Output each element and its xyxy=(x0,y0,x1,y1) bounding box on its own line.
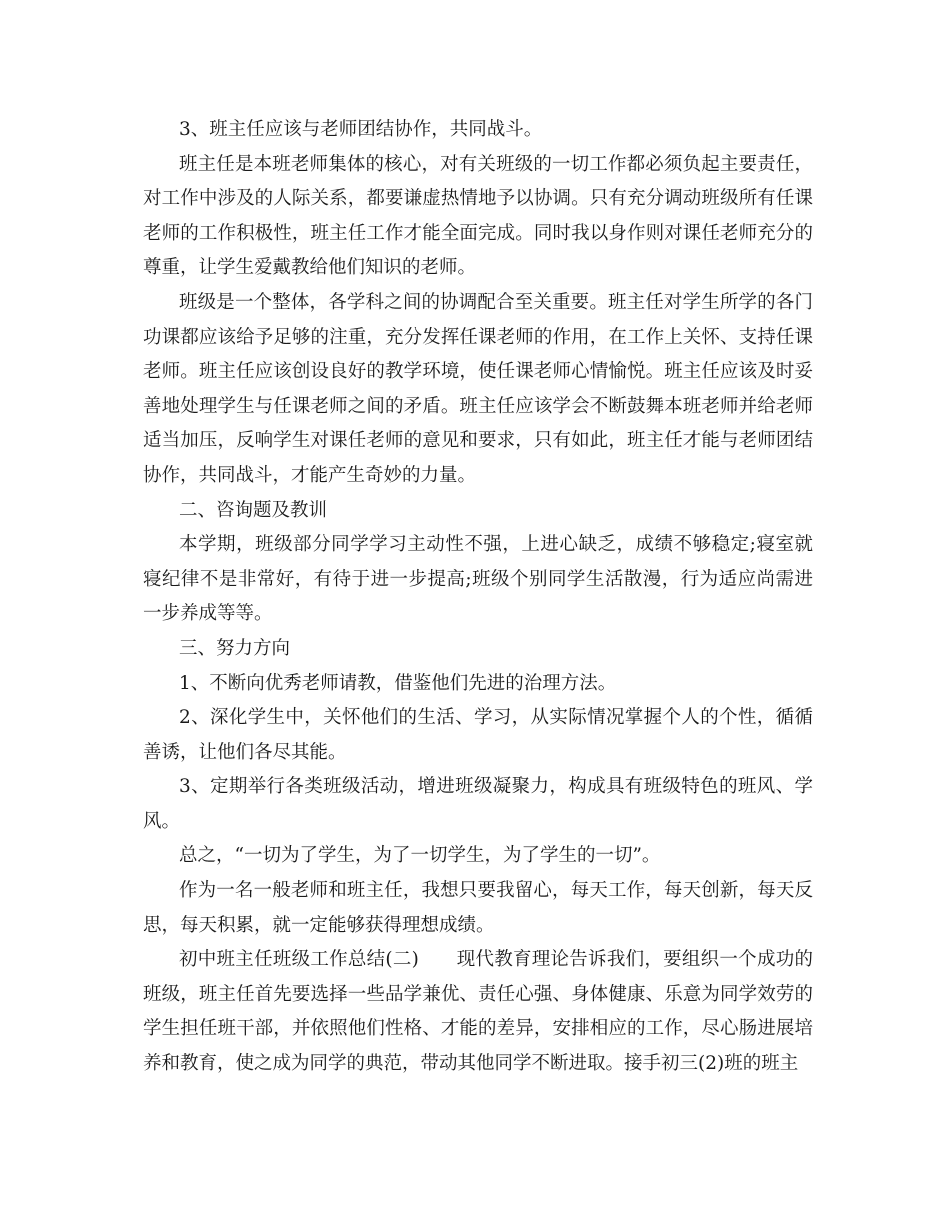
paragraph: 总之，“一切为了学生，为了一切学生，为了学生的一切”。 xyxy=(179,845,661,867)
paragraph: 作为一名一般老师和班主任，我想只要我留心，每天工作，每天创新，每天反思，每天积累，就一定能够获得理想成绩。 xyxy=(143,880,813,936)
section-heading: 三、努力方向 xyxy=(179,637,291,659)
paragraph: 3、班主任应该与老师团结协作，共同战斗。 xyxy=(179,119,543,140)
list-item: 2、深化学生中，关怀他们的生活、学习，从实际情况掌握个人的个性，循循善诱，让他们各尽其能。 xyxy=(143,707,813,763)
list-item: 3、定期举行各类班级活动，增进班级凝聚力，构成具有班级特色的班风、学风。 xyxy=(143,776,813,832)
document-body xyxy=(143,113,813,1082)
list-item: 1、不断向优秀老师请教，借鉴他们先进的治理方法。 xyxy=(179,672,617,694)
section-heading: 二、咨询题及教训 xyxy=(179,499,328,521)
paragraph: 班级是一个整体，各学科之间的协调配合至关重要。班主任对学生所学的各门功课都应该给予足够的注重，充分发挥任课老师的作用，在工作上关怀、支持任课老师。班主任应该创设良好的教学环境，使任课老师心情愉悦。班主任应该及时妥善地处理学生与任课老师之间的矛盾。班主任应该学会不断鼓舞本班老师并给老师适当加压，反响学生对课任老师的意见和要求，只有如此，班主任才能与老师团结协作，共同战斗，才能产生奇妙的力量。 xyxy=(143,291,813,486)
paragraph: 初中班主任班级工作总结(二) 现代教育理论告诉我们，要组织一个成功的班级，班主任首先要选择一些品学兼优、责任心强、身体健康、乐意为同学效劳的学生担任班干部，并依照他们性格、才能的差异，安排相应的工作，尽心肠进展培养和教育，使之成为同学的典范，带动其他同学不断进取。接手初三(2)班的班主 xyxy=(143,949,813,1075)
paragraph: 班主任是本班老师集体的核心，对有关班级的一切工作都必须负起主要责任，对工作中涉及的人际关系，都要谦虚热情地予以协调。只有充分调动班级所有任课老师的工作积极性，班主任工作才能全面完成。同时我以身作则对课任老师充分的尊重，让学生爱戴教给他们知识的老师。 xyxy=(143,153,813,279)
paragraph: 本学期，班级部分同学学习主动性不强，上进心缺乏，成绩不够稳定;寝室就寝纪律不是非常好，有待于进一步提高;班级个别同学生活散漫，行为适应尚需进一步养成等等。 xyxy=(143,534,813,625)
